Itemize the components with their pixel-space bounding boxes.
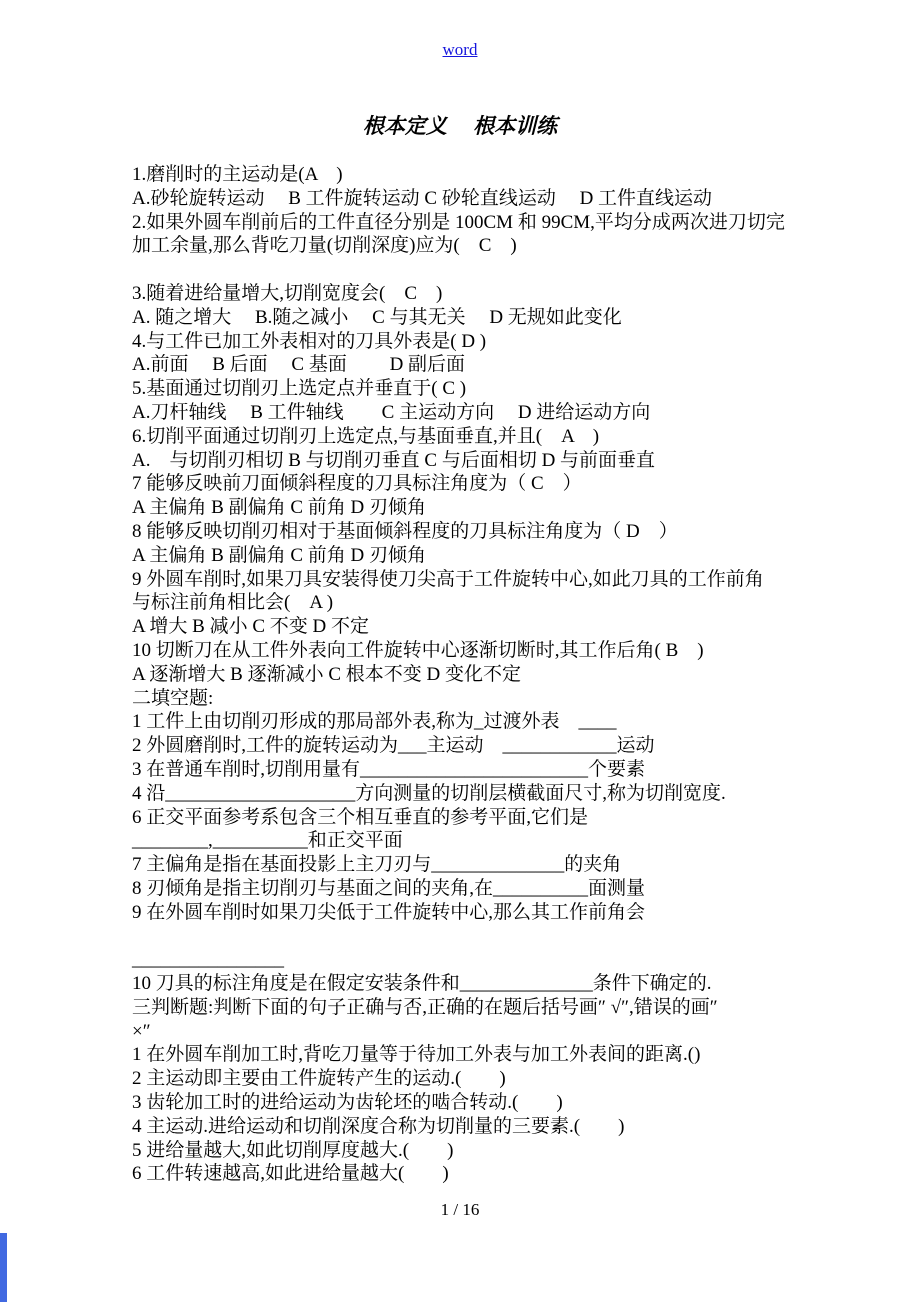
text-line: 1.磨削时的主运动是(A ) (132, 164, 343, 185)
document-header (0, 40, 920, 60)
text-line: ________________ (132, 949, 284, 971)
text-line: 4 主运动.进给运动和切削深度合称为切削量的三要素.( ) (132, 1115, 625, 1137)
text-line: 3.随着进给量增大,切削宽度会( C ) (132, 282, 443, 304)
text-line: 9 在外圆车削时如果刀尖低于工件旋转中心,那么其工作前角会 (132, 901, 646, 923)
text-line: 6 正交平面参考系包含三个相互垂直的参考平面,它们是 (132, 806, 589, 828)
text-line: 2.如果外圆车削前后的工件直径分别是 100CM 和 99CM,平均分成两次进刀切完 (132, 211, 785, 233)
text-line: 加工余量,那么背吃刀量(切削深度)应为( C ) (132, 235, 517, 257)
text-line: 9 外圆车削时,如果刀具安装得使刀尖高于工件旋转中心,如此刀具的工作前角 (132, 568, 764, 590)
text-line (132, 925, 812, 949)
text-line: A 主偏角 B 副偏角 C 前角 D 刃倾角 (132, 497, 426, 519)
document-body (132, 163, 812, 1186)
page-number: 1 / 16 (440, 1200, 480, 1219)
text-line: 8 刃倾角是指主切削刃与基面之间的夹角,在__________面测量 (132, 877, 646, 899)
text-line: A. 随之增大 B.随之减小 C 与其无关 D 无规如此变化 (132, 306, 622, 328)
text-line: A 增大 B 减小 C 不变 D 不定 (132, 616, 369, 638)
text-line: 2 外圆磨削时,工件的旋转运动为___主运动 ____________运动 (132, 735, 655, 757)
page-title: 根本定义 根本训练 (362, 114, 558, 138)
text-line: 6.切削平面通过切削刃上选定点,与基面垂直,并且( A ) (132, 425, 600, 447)
text-line: ________,__________和正交平面 (132, 830, 403, 852)
text-line: 5 进给量越大,如此切削厚度越大.( ) (132, 1139, 454, 1161)
text-line: 3 在普通车削时,切削用量有________________________个要素 (132, 758, 646, 780)
text-line: A 逐渐增大 B 逐渐减小 C 根本不变 D 变化不定 (132, 663, 521, 685)
text-line: 2 主运动即主要由工件旋转产生的运动.( ) (132, 1068, 506, 1090)
text-line (132, 258, 812, 282)
text-line: 7 能够反映前刀面倾斜程度的刀具标注角度为（ C ） (132, 473, 582, 495)
text-line: 10 切断刀在从工件外表向工件旋转中心逐渐切断时,其工作后角( B ) (132, 639, 704, 661)
text-line: 1 工件上由切削刃形成的那局部外表,称为_过渡外表 ____ (132, 711, 617, 733)
text-line: ×″ (132, 1020, 151, 1042)
text-line: 4 沿____________________方向测量的切削层横截面尺寸,称为切削宽度. (132, 782, 726, 804)
text-line: 5.基面通过切削刃上选定点并垂直于( C ) (132, 378, 467, 400)
text-line: A.刀杆轴线 B 工件轴线 C 主运动方向 D 进给运动方向 (132, 401, 651, 423)
text-line: 三判断题:判断下面的句子正确与否,正确的在题后括号画″ √″,错误的画″ (132, 996, 718, 1018)
word-link[interactable]: word (442, 40, 478, 59)
text-line: 3 齿轮加工时的进给运动为齿轮坯的啮合转动.( ) (132, 1092, 563, 1114)
text-line: 10 刀具的标注角度是在假定安装条件和______________条件下确定的. (132, 973, 712, 995)
text-line: A. 与切削刃相切 B 与切削刃垂直 C 与后面相切 D 与前面垂直 (132, 449, 656, 471)
text-line: A.前面 B 后面 C 基面 D 副后面 (132, 354, 466, 376)
text-line: A.砂轮旋转运动 B 工件旋转运动 C 砂轮直线运动 D 工件直线运动 (132, 187, 713, 209)
text-line: 与标注前角相比会( A ) (132, 592, 334, 614)
text-line: 6 工件转速越高,如此进给量越大( ) (132, 1163, 449, 1185)
text-line: 8 能够反映切削刃相对于基面倾斜程度的刀具标注角度为（ D ） (132, 520, 678, 542)
text-line: A 主偏角 B 副偏角 C 前角 D 刃倾角 (132, 544, 426, 566)
left-edge-blue-bar (0, 1233, 7, 1302)
text-line: 4.与工件已加工外表相对的刀具外表是( D ) (132, 330, 487, 352)
text-line: 1 在外圆车削加工时,背吃刀量等于待加工外表与加工外表间的距离.() (132, 1044, 701, 1066)
text-line: 二填空题: (132, 687, 214, 709)
text-line: 7 主偏角是指在基面投影上主刀刃与______________的夹角 (132, 854, 622, 876)
